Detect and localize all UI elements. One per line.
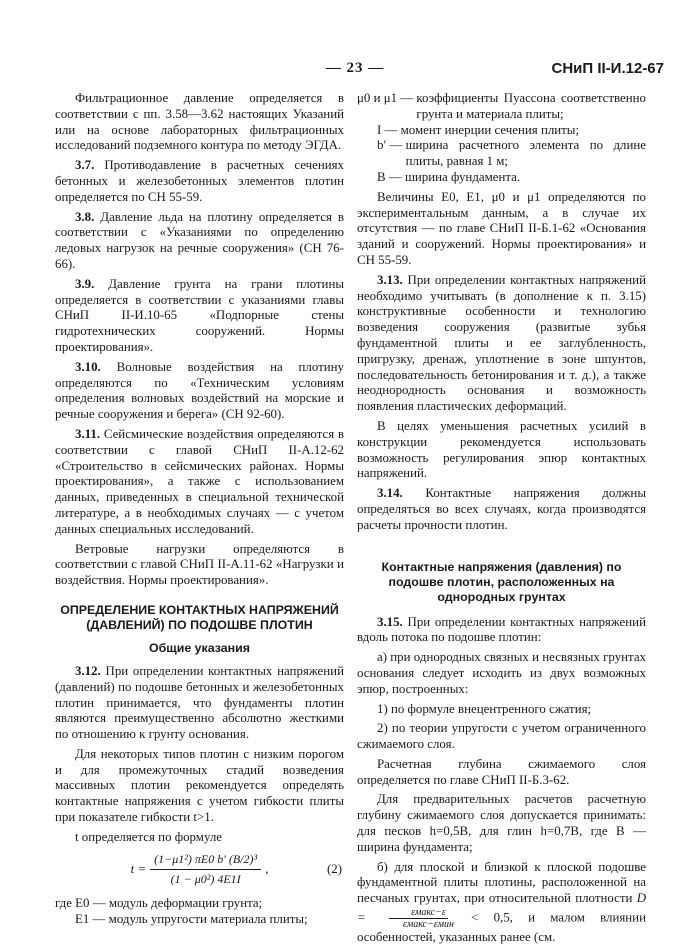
paragraph-3-15 bbox=[357, 615, 646, 647]
definition-symbol: b′ — bbox=[377, 138, 406, 153]
paragraph: Величины E0, E1, μ0 и μ1 определяются по экспериментальным данным, а в случае их отсутствия — по главе СНиП II-Б.1-62 «Основания зданий и сооружений. Нормы проектирования» и СН 55-59. bbox=[357, 189, 646, 267]
clause-number: 3.13. bbox=[377, 272, 403, 287]
paragraph: Фильтрационное давление определяется в соответствии с пп. 3.58—3.62 настоящих Указаний или на основе лабораторных фильтрационных исследований подземного контура по методу ЭГДА. bbox=[55, 91, 344, 153]
clause-text: При определении контактных напряжений вдоль потока по подошве плотин: bbox=[357, 614, 646, 645]
paragraph-3-12 bbox=[55, 664, 344, 743]
clause-number: 3.12. bbox=[75, 663, 101, 678]
definition-text: коэффициенты Пуассона соответственно грунта и материала плиты; bbox=[416, 91, 646, 121]
left-column bbox=[55, 91, 344, 928]
clause-number: 3.7. bbox=[75, 158, 95, 173]
clause-text: < 0,5, и малом влиянии особенностей, указанных ранее (см. bbox=[357, 910, 646, 945]
definition-symbol: B — bbox=[377, 169, 405, 184]
formula-fraction bbox=[150, 852, 261, 889]
formula-2 bbox=[55, 852, 344, 889]
formula-numerator: (1−μ1²) πE0 b′ (B/2)³ bbox=[150, 852, 261, 871]
paragraph-3-7 bbox=[55, 158, 344, 205]
paragraph-3-11 bbox=[55, 427, 344, 538]
formula-lhs: t = bbox=[130, 862, 147, 877]
paragraph-3-9 bbox=[55, 277, 344, 356]
definition-text: момент инерции сечения плиты; bbox=[400, 122, 580, 137]
definition-text: модуль упругости материала плиты; bbox=[108, 912, 308, 927]
page-number: — 23 — bbox=[325, 60, 385, 76]
definition bbox=[357, 170, 646, 186]
clause-text: При определении контактных напряжений необходимо учитывать (в дополнение к п. 3.15) конструктивные особенности и технологию возведения сооружения (развитые зубья фундаментной плиты и ее заглубленность, пригрузку, дренаж, уплотнение в зоне шпунтов, последовательность бетонирования и т. д.), а также неоднородность основания и возможность появления пластических деформаций. bbox=[357, 272, 646, 414]
document-code: СНиП II-И.12-67 bbox=[551, 60, 664, 77]
paragraph: t определяется по формуле bbox=[75, 829, 222, 844]
clause-text: Давление грунта на грани плотины определяется в соответствии с указаниями главы СНиП II-И.10-65 «Подпорные стены гидротехнических сооружений. Нормы проектирования». bbox=[55, 276, 344, 354]
clause-text: Контактные напряжения должны определяться во всех случаях, когда производятся расчеты прочности плотин. bbox=[357, 486, 646, 532]
right-column bbox=[357, 91, 646, 950]
equation-number: (2) bbox=[326, 862, 342, 877]
definition-text: ширина расчетного элемента по длине плиты, равная 1 м; bbox=[405, 138, 646, 169]
paragraph: а) при однородных связных и несвязных грунтах основания следует исходить из двух возможных эпюр, построенных: bbox=[357, 650, 646, 696]
definition bbox=[55, 912, 344, 928]
paragraph: 1) по формуле внецентренного сжатия; bbox=[377, 701, 592, 716]
clause-text: Волновые воздействия на плотину определяются по «Техническим условиям определения волновых воздействий на морские и речные сооружения и берега» (СН 92-60). bbox=[55, 359, 344, 422]
clause-number: 3.11. bbox=[75, 426, 101, 441]
subsection-heading: Общие указания bbox=[148, 640, 251, 655]
clause-text: Давление льда на плотину определяется в соответствии с «Указаниями по определению ледовых нагрузок на речные сооружения» (СН 76-66). bbox=[55, 209, 344, 271]
paragraph-with-formula bbox=[357, 860, 646, 946]
definition bbox=[357, 91, 646, 123]
definition bbox=[357, 138, 646, 170]
clause-number: 3.9. bbox=[75, 276, 95, 291]
clause-text: б) для плоской и близкой к плоской подошве фундаментной плиты плотины, расположенной на песчаных грунтах, при относительной плотности bbox=[357, 859, 646, 906]
density-denominator: εмакс−εмин bbox=[402, 919, 454, 931]
paragraph: Ветровые нагрузки определяются в соответствии с главой СНиП II-А.11-62 «Нагрузки и воздействия. Нормы проектирования». bbox=[55, 541, 344, 588]
clause-number: 3.10. bbox=[75, 359, 101, 374]
section-heading: ОПРЕДЕЛЕНИЕ КОНТАКТНЫХ НАПРЯЖЕНИЙ (ДАВЛЕНИЙ) ПО ПОДОШВЕ ПЛОТИН bbox=[60, 602, 339, 632]
clause-number: 3.8. bbox=[75, 209, 95, 224]
clause-number: 3.15. bbox=[377, 614, 403, 629]
section-heading: Контактные напряжения (давления) по подошве плотин, расположенных на однородных грунтах bbox=[381, 559, 622, 604]
paragraph: Для предварительных расчетов расчетную глубину сжимаемого слоя допускается принимать: для песков h=0,5B, для глин h=0,7B, где B — ширина фундамента; bbox=[357, 792, 646, 854]
definition-symbol: где E0 — bbox=[55, 896, 109, 911]
definition-symbol: E1 — bbox=[75, 912, 109, 927]
density-numerator: εмакс−ε bbox=[389, 907, 448, 919]
formula-comma: , bbox=[265, 862, 269, 877]
density-formula-lhs: D = bbox=[357, 891, 646, 925]
paragraph: Расчетная глубина сжимаемого слоя определяется по главе СНиП II-Б.3-62. bbox=[357, 756, 646, 787]
clause-number: 3.14. bbox=[377, 486, 403, 501]
density-fraction bbox=[383, 907, 454, 930]
definition-symbol: I — bbox=[377, 122, 401, 137]
paragraph-3-13 bbox=[357, 273, 646, 415]
clause-text: Противодавление в расчетных сечениях бетонных и железобетонных элементов плотин определяется по СН 55-59. bbox=[55, 158, 344, 204]
clause-text: При определении контактных напряжений (давлений) по подошве бетонных и железобетонных плотин принимается, что фундаменты плотин являются преимущественно абсолютно жесткими по отношению к грунту основания. bbox=[55, 663, 344, 742]
definition-text: модуль деформации грунта; bbox=[108, 896, 263, 911]
paragraph-3-14 bbox=[357, 486, 646, 533]
paragraph-3-8 bbox=[55, 210, 344, 273]
definition-text: ширина фундамента. bbox=[404, 169, 521, 184]
paragraph: В целях уменьшения расчетных усилий в конструкции рекомендуется использовать возможность регулирования эпюр контактных напряжений. bbox=[357, 418, 646, 481]
paragraph: 2) по теории упругости с учетом ограниченного сжимаемого слоя. bbox=[357, 721, 646, 752]
definition-symbol: μ0 и μ1 — bbox=[357, 91, 417, 105]
clause-text: Сейсмические воздействия определяются в соответствии с главой СНиП II-А.12-62 «Строительство в сейсмических районах. Нормы проектирования», а также с использованием данных, приведенных в специальной технической литературе, а в необходимых случаях — с учетом данных специальных исследований. bbox=[55, 426, 344, 536]
paragraph-3-10 bbox=[55, 360, 344, 423]
formula-denominator: (1 − μ0²) 4E1I bbox=[170, 872, 241, 887]
paragraph: Для некоторых типов плотин с низким порогом и для промежуточных стадий возведения массивных плотин рекомендуется определять контактные напряжения с учетом гибкости плиты при показателе гибкости t>1. bbox=[55, 746, 344, 825]
definition bbox=[357, 123, 646, 139]
